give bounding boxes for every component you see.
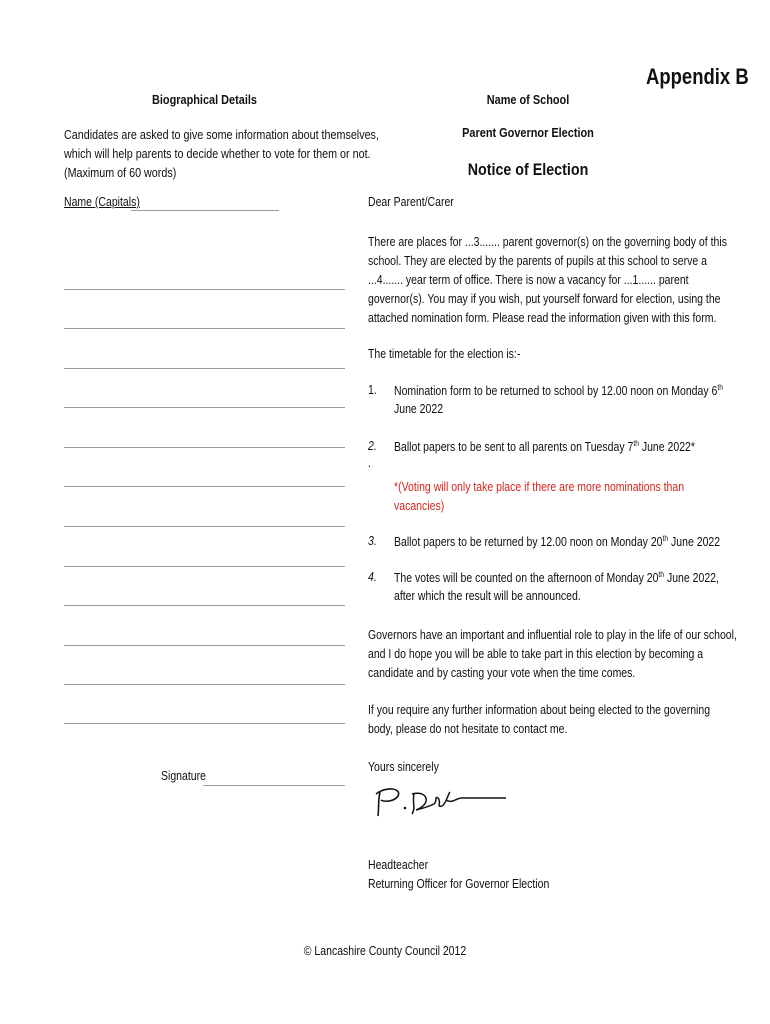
timetable-item-4: [394, 570, 719, 585]
timetable-item-2: [394, 439, 695, 454]
timetable-item-1: [394, 383, 723, 398]
salutation: Dear Parent/Carer: [368, 195, 454, 209]
item-number: 1.: [368, 383, 377, 397]
writing-line[interactable]: [64, 566, 345, 567]
signature-label: Signature: [161, 769, 206, 783]
superscript: th: [633, 439, 639, 448]
voting-note: [394, 478, 684, 516]
item-text: Nomination form to be returned to school by 12.00 noon on Monday 6: [394, 384, 718, 398]
notice-title: Notice of Election: [467, 160, 589, 179]
item-text: June 2022: [668, 535, 721, 549]
appendix-label: Appendix B: [646, 64, 749, 89]
writing-line[interactable]: [64, 368, 345, 369]
item-text: June 2022*: [638, 440, 695, 454]
name-input-line[interactable]: [131, 210, 279, 211]
superscript: th: [662, 534, 669, 543]
writing-line[interactable]: [64, 289, 345, 290]
biographical-heading: Biographical Details: [152, 92, 257, 107]
paragraph-line: and I do hope you will be able to take part in this election by becoming a: [368, 647, 704, 661]
writing-line[interactable]: [64, 645, 345, 646]
returning-officer-role: Returning Officer for Governor Election: [368, 877, 550, 891]
paragraph-line: If you require any further information about being elected to the governing: [368, 703, 711, 717]
intro-paragraph: [368, 233, 727, 328]
writing-line[interactable]: [64, 407, 345, 408]
paragraph-line: governor(s). You may if you wish, put yourself forward for election, using the: [368, 292, 721, 306]
timetable-item-3: [394, 534, 720, 549]
item-text: June 2022,: [664, 571, 719, 585]
name-capitals-label: Name (Capitals): [64, 195, 140, 209]
election-title: Parent Governor Election: [462, 125, 594, 140]
note-line: *(Voting will only take place if there are more nominations than: [394, 480, 685, 494]
timetable-item-4-cont: after which the result will be announced.: [394, 589, 581, 603]
paragraph-line: candidate and by casting your vote when the time comes.: [368, 666, 636, 680]
handwritten-signature: [372, 784, 512, 820]
writing-line[interactable]: [64, 486, 345, 487]
writing-line[interactable]: [64, 684, 345, 685]
school-name: Name of School: [486, 92, 570, 107]
note-line: vacancies): [394, 499, 445, 513]
item-number: 4.: [368, 570, 377, 584]
item-number: 2.: [368, 439, 377, 453]
signature-input-line[interactable]: [203, 785, 345, 786]
item-text: Ballot papers to be sent to all parents on Tuesday 7: [394, 440, 634, 454]
item-text: Ballot papers to be returned by 12.00 noon on Monday 20: [394, 535, 663, 549]
closing: Yours sincerely: [368, 760, 439, 774]
item-number: 3.: [368, 534, 377, 548]
superscript: th: [658, 570, 665, 579]
paragraph-line: There are places for ...3....... parent governor(s) on the governing body of this: [368, 235, 727, 249]
item-text: The votes will be counted on the afternoon of Monday 20: [394, 571, 659, 585]
writing-line[interactable]: [64, 723, 345, 724]
paragraph-line: ...4....... year term of office. There is now a vacancy for ...1...... parent: [368, 273, 689, 287]
paragraph-line: Governors have an important and influential role to play in the life of our school,: [368, 628, 737, 642]
writing-line[interactable]: [64, 328, 345, 329]
footer-copyright: © Lancashire County Council 2012: [303, 944, 467, 958]
writing-line[interactable]: [64, 447, 345, 448]
paragraph-line: attached nomination form. Please read the information given with this form.: [368, 311, 717, 325]
timetable-intro: The timetable for the election is:-: [368, 347, 521, 361]
paragraph-line: school. They are elected by the parents of pupils at this school to serve a: [368, 254, 707, 268]
writing-line[interactable]: [64, 526, 345, 527]
intro-line: (Maximum of 60 words): [64, 166, 177, 180]
intro-line: Candidates are asked to give some information about themselves,: [64, 128, 379, 142]
superscript: th: [717, 383, 723, 392]
paragraph-line: body, please do not hesitate to contact me.: [368, 722, 568, 736]
biographical-intro: [64, 126, 379, 183]
governors-paragraph: [368, 626, 737, 683]
stray-dot: .: [368, 456, 371, 470]
headteacher-title: Headteacher: [368, 858, 429, 872]
contact-paragraph: [368, 701, 710, 739]
writing-line[interactable]: [64, 605, 345, 606]
timetable-item-1-cont: June 2022: [394, 402, 444, 416]
intro-line: which will help parents to decide whether to vote for them or not.: [64, 147, 371, 161]
